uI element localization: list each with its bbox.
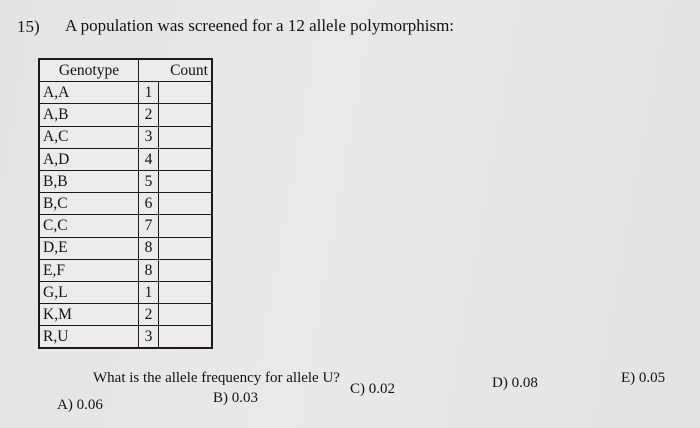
table-row xyxy=(39,304,212,326)
count-cell: 4 xyxy=(139,148,159,170)
count-cell: 3 xyxy=(139,326,159,349)
genotype-cell: G,L xyxy=(39,281,139,303)
empty-cell xyxy=(159,304,213,326)
empty-cell xyxy=(159,237,213,259)
table-row xyxy=(39,104,212,126)
count-cell: 1 xyxy=(139,82,159,104)
table-body xyxy=(39,82,212,349)
genotype-cell: A,A xyxy=(39,82,139,104)
choice-c: C) 0.02 xyxy=(350,381,395,397)
empty-cell xyxy=(159,104,213,126)
table-row xyxy=(39,281,212,303)
table-row xyxy=(39,237,212,259)
genotype-cell: A,C xyxy=(39,126,139,148)
count-column-header: Count xyxy=(139,59,213,82)
genotype-column-header: Genotype xyxy=(39,59,139,82)
choice-d: D) 0.08 xyxy=(492,375,538,391)
question-text: A population was screened for a 12 allele polymorphism: xyxy=(65,16,455,35)
count-cell: 2 xyxy=(139,104,159,126)
question-number: 15) xyxy=(17,17,40,36)
genotype-cell: A,B xyxy=(39,104,139,126)
table-row xyxy=(39,193,212,215)
table-header-row xyxy=(39,59,212,82)
count-cell: 5 xyxy=(139,170,159,192)
table-row xyxy=(39,170,212,192)
empty-cell xyxy=(159,259,213,281)
table-row xyxy=(39,259,212,281)
table-row xyxy=(39,126,212,148)
table-row xyxy=(39,148,212,170)
count-cell: 8 xyxy=(139,259,159,281)
choice-a: A) 0.06 xyxy=(57,397,103,413)
empty-cell xyxy=(159,82,213,104)
genotype-cell: E,F xyxy=(39,259,139,281)
genotype-cell: B,B xyxy=(39,170,139,192)
choice-b: B) 0.03 xyxy=(213,390,258,406)
empty-cell xyxy=(159,148,213,170)
genotype-cell: C,C xyxy=(39,215,139,237)
genotype-cell: A,D xyxy=(39,148,139,170)
genotype-cell: B,C xyxy=(39,193,139,215)
count-cell: 2 xyxy=(139,304,159,326)
count-cell: 3 xyxy=(139,126,159,148)
count-cell: 7 xyxy=(139,215,159,237)
table-row xyxy=(39,82,212,104)
empty-cell xyxy=(159,126,213,148)
count-cell: 1 xyxy=(139,281,159,303)
empty-cell xyxy=(159,215,213,237)
table-row xyxy=(39,326,212,349)
count-cell: 6 xyxy=(139,193,159,215)
genotype-cell: D,E xyxy=(39,237,139,259)
genotype-cell: K,M xyxy=(39,304,139,326)
empty-cell xyxy=(159,326,213,349)
table-row xyxy=(39,215,212,237)
genotype-count-table xyxy=(38,58,213,349)
empty-cell xyxy=(159,281,213,303)
count-cell: 8 xyxy=(139,237,159,259)
empty-cell xyxy=(159,170,213,192)
choice-e: E) 0.05 xyxy=(621,370,666,386)
genotype-cell: R,U xyxy=(39,326,139,349)
empty-cell xyxy=(159,193,213,215)
question-prompt: What is the allele frequency for allele U? xyxy=(93,370,340,386)
